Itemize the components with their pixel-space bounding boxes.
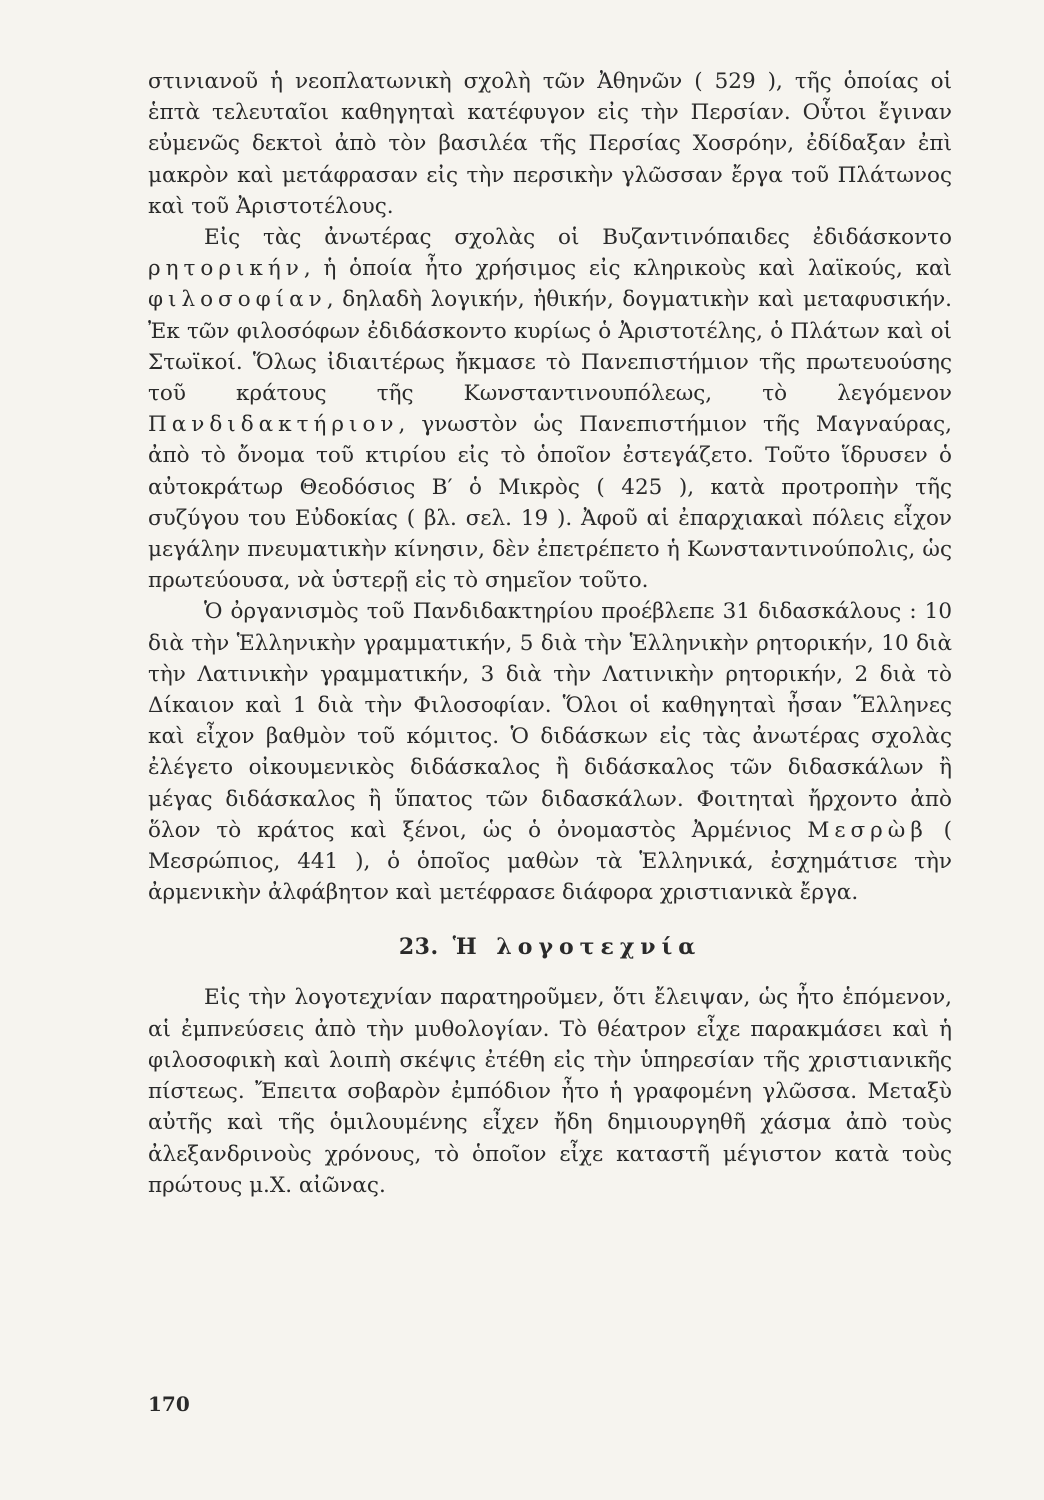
paragraph-1: στινιανοῦ ἡ νεοπλατωνικὴ σχολὴ τῶν Ἀθηνῶν ( 529 ), τῆς ὁποίας οἱ ἑπτὰ τελευταῖοι καθηγηταὶ κατέφυγον εἰς τὴν Περσίαν. Οὗτοι ἔγιναν εὐμενῶς δεκτοὶ ἀπὸ τὸν βασιλέα τῆς Περσίας Χοσρόην, ἐδίδαξαν ἐπὶ μακρὸν καὶ μετάφρασαν εἰς τὴν περσικὴν γλῶσσαν ἔργα τοῦ Πλάτωνος καὶ τοῦ Ἀριστοτέλους.: [148, 69, 952, 219]
section-number: 23.: [398, 934, 439, 961]
section-heading: [148, 934, 952, 960]
paragraph-3: [148, 596, 952, 908]
term-mesrop: Μεσρὼβ: [807, 817, 928, 843]
paragraph-3-text: Ὁ ὀργανισμὸς τοῦ Πανδιδακτηρίου προέβλεπε 31 διδασκάλους : 10 διὰ τὴν Ἑλληνικὴν γραμματικήν, 5 διὰ τὴν Ἑλληνικὴν ρητορικήν, 10 διὰ τὴν Λατινικὴν γραμματικήν, 3 διὰ τὴν Λατινικὴν ρητορικήν, 2 διὰ τὸ Δίκαιον καὶ 1 διὰ τὴν Φιλοσοφίαν. Ὅλοι οἱ καθηγηταὶ ἦσαν Ἕλληνες καὶ εἶχον βαθμὸν τοῦ κόμιτος. Ὁ διδάσκων εἰς τὰς ἀνωτέρας σχολὰς ἐλέγετο οἰκουμενικὸς διδάσκαλος ἢ διδάσκαλος τῶν διδασκάλων ἢ μέγας διδάσκαλος ἢ ὕπατος τῶν διδασκάλων. Φοιτηταὶ ἤρχοντο ἀπὸ ὅλον τὸ κράτος καὶ ξένοι, ὡς ὁ ὀνομαστὸς Ἀρμένιος: [148, 599, 952, 843]
term-pandidakterion: Πανδιδακτήριον: [148, 412, 399, 438]
term-philosophy: φιλοσοφίαν: [148, 287, 327, 313]
paragraph-3-text: ( Μεσρώπιος, 441 ), ὁ ὁποῖος μαθὼν τὰ Ἑλληνικά, ἐσχημάτισε τὴν ἀρμενικὴν ἀλφάβητον καὶ μετέφρασε διάφορα χριστιανικὰ ἔργα.: [148, 817, 952, 906]
paragraph-2-text: , γνωστὸν ὡς Πανεπιστήμιον τῆς Μαγναύρας, ἀπὸ τὸ ὄνομα τοῦ κτιρίου εἰς τὸ ὁποῖον ἐστεγάζετο. Τοῦτο ἵδρυσεν ὁ αὐτοκράτωρ Θεοδόσιος Β′ ὁ Μικρὸς ( 425 ), κατὰ προτροπὴν τῆς συζύγου του Εὐδοκίας ( βλ. σελ. 19 ). Ἀφοῦ αἱ ἐπαρχιακαὶ πόλεις εἶχον μεγάλην πνευματικὴν κίνησιν, δὲν ἐπετρέπετο ἡ Κωνσταντινούπολις, ὡς πρωτεύουσα, νὰ ὑστερῇ εἰς τὸ σημεῖον τοῦτο.: [148, 412, 952, 594]
paragraph-2-text: Εἰς τὰς ἀνωτέρας σχολὰς οἱ Βυζαντινόπαιδες ἐδιδάσκοντο: [204, 225, 952, 251]
paragraph-2-text: , δηλαδὴ λογικήν, ἠθικήν, δογματικὴν καὶ μεταφυσικήν. Ἐκ τῶν φιλοσόφων ἐδιδάσκοντο κυρίως ὁ Ἀριστοτέλης, ὁ Πλάτων καὶ οἱ Στωϊκοί. Ὅλως ἰδιαιτέρως ἤκμασε τὸ Πανεπιστήμιον τῆς πρωτευούσης τοῦ κράτους τῆς Κωνσταντινουπόλεως, τὸ λεγόμενον: [148, 287, 952, 407]
paragraph-4: Εἰς τὴν λογοτεχνίαν παρατηροῦμεν, ὅτι ἔλειψαν, ὡς ἦτο ἑπόμενον, αἱ ἐμπνεύσεις ἀπὸ τὴν μυθολογίαν. Τὸ θέατρον εἶχε παρακμάσει καὶ ἡ φιλοσοφικὴ καὶ λοιπὴ σκέψις ἐτέθη εἰς τὴν ὑπηρεσίαν τῆς χριστιανικῆς πίστεως. Ἔπειτα σοβαρὸν ἐμπόδιον ἦτο ἡ γραφομένη γλῶσσα. Μεταξὺ αὐτῆς καὶ τῆς ὁμιλουμένης εἶχεν ἤδη δημιουργηθῆ χάσμα ἀπὸ τοὺς ἀλεξανδρινοὺς χρόνους, τὸ ὁποῖον εἶχε καταστῆ μέγιστον κατὰ τοὺς πρώτους μ.Χ. αἰῶνας.: [148, 985, 952, 1198]
paragraph-2-text: , ἡ ὁποία ἦτο χρήσιμος εἰς κληρικοὺς καὶ λαϊκούς, καὶ: [303, 256, 952, 282]
paragraph-2: [148, 222, 952, 596]
section-title: Ἡ λογοτεχνία: [452, 934, 702, 961]
term-rhetoric: ρητορικήν: [148, 256, 304, 282]
page-number: 170: [148, 1392, 190, 1416]
